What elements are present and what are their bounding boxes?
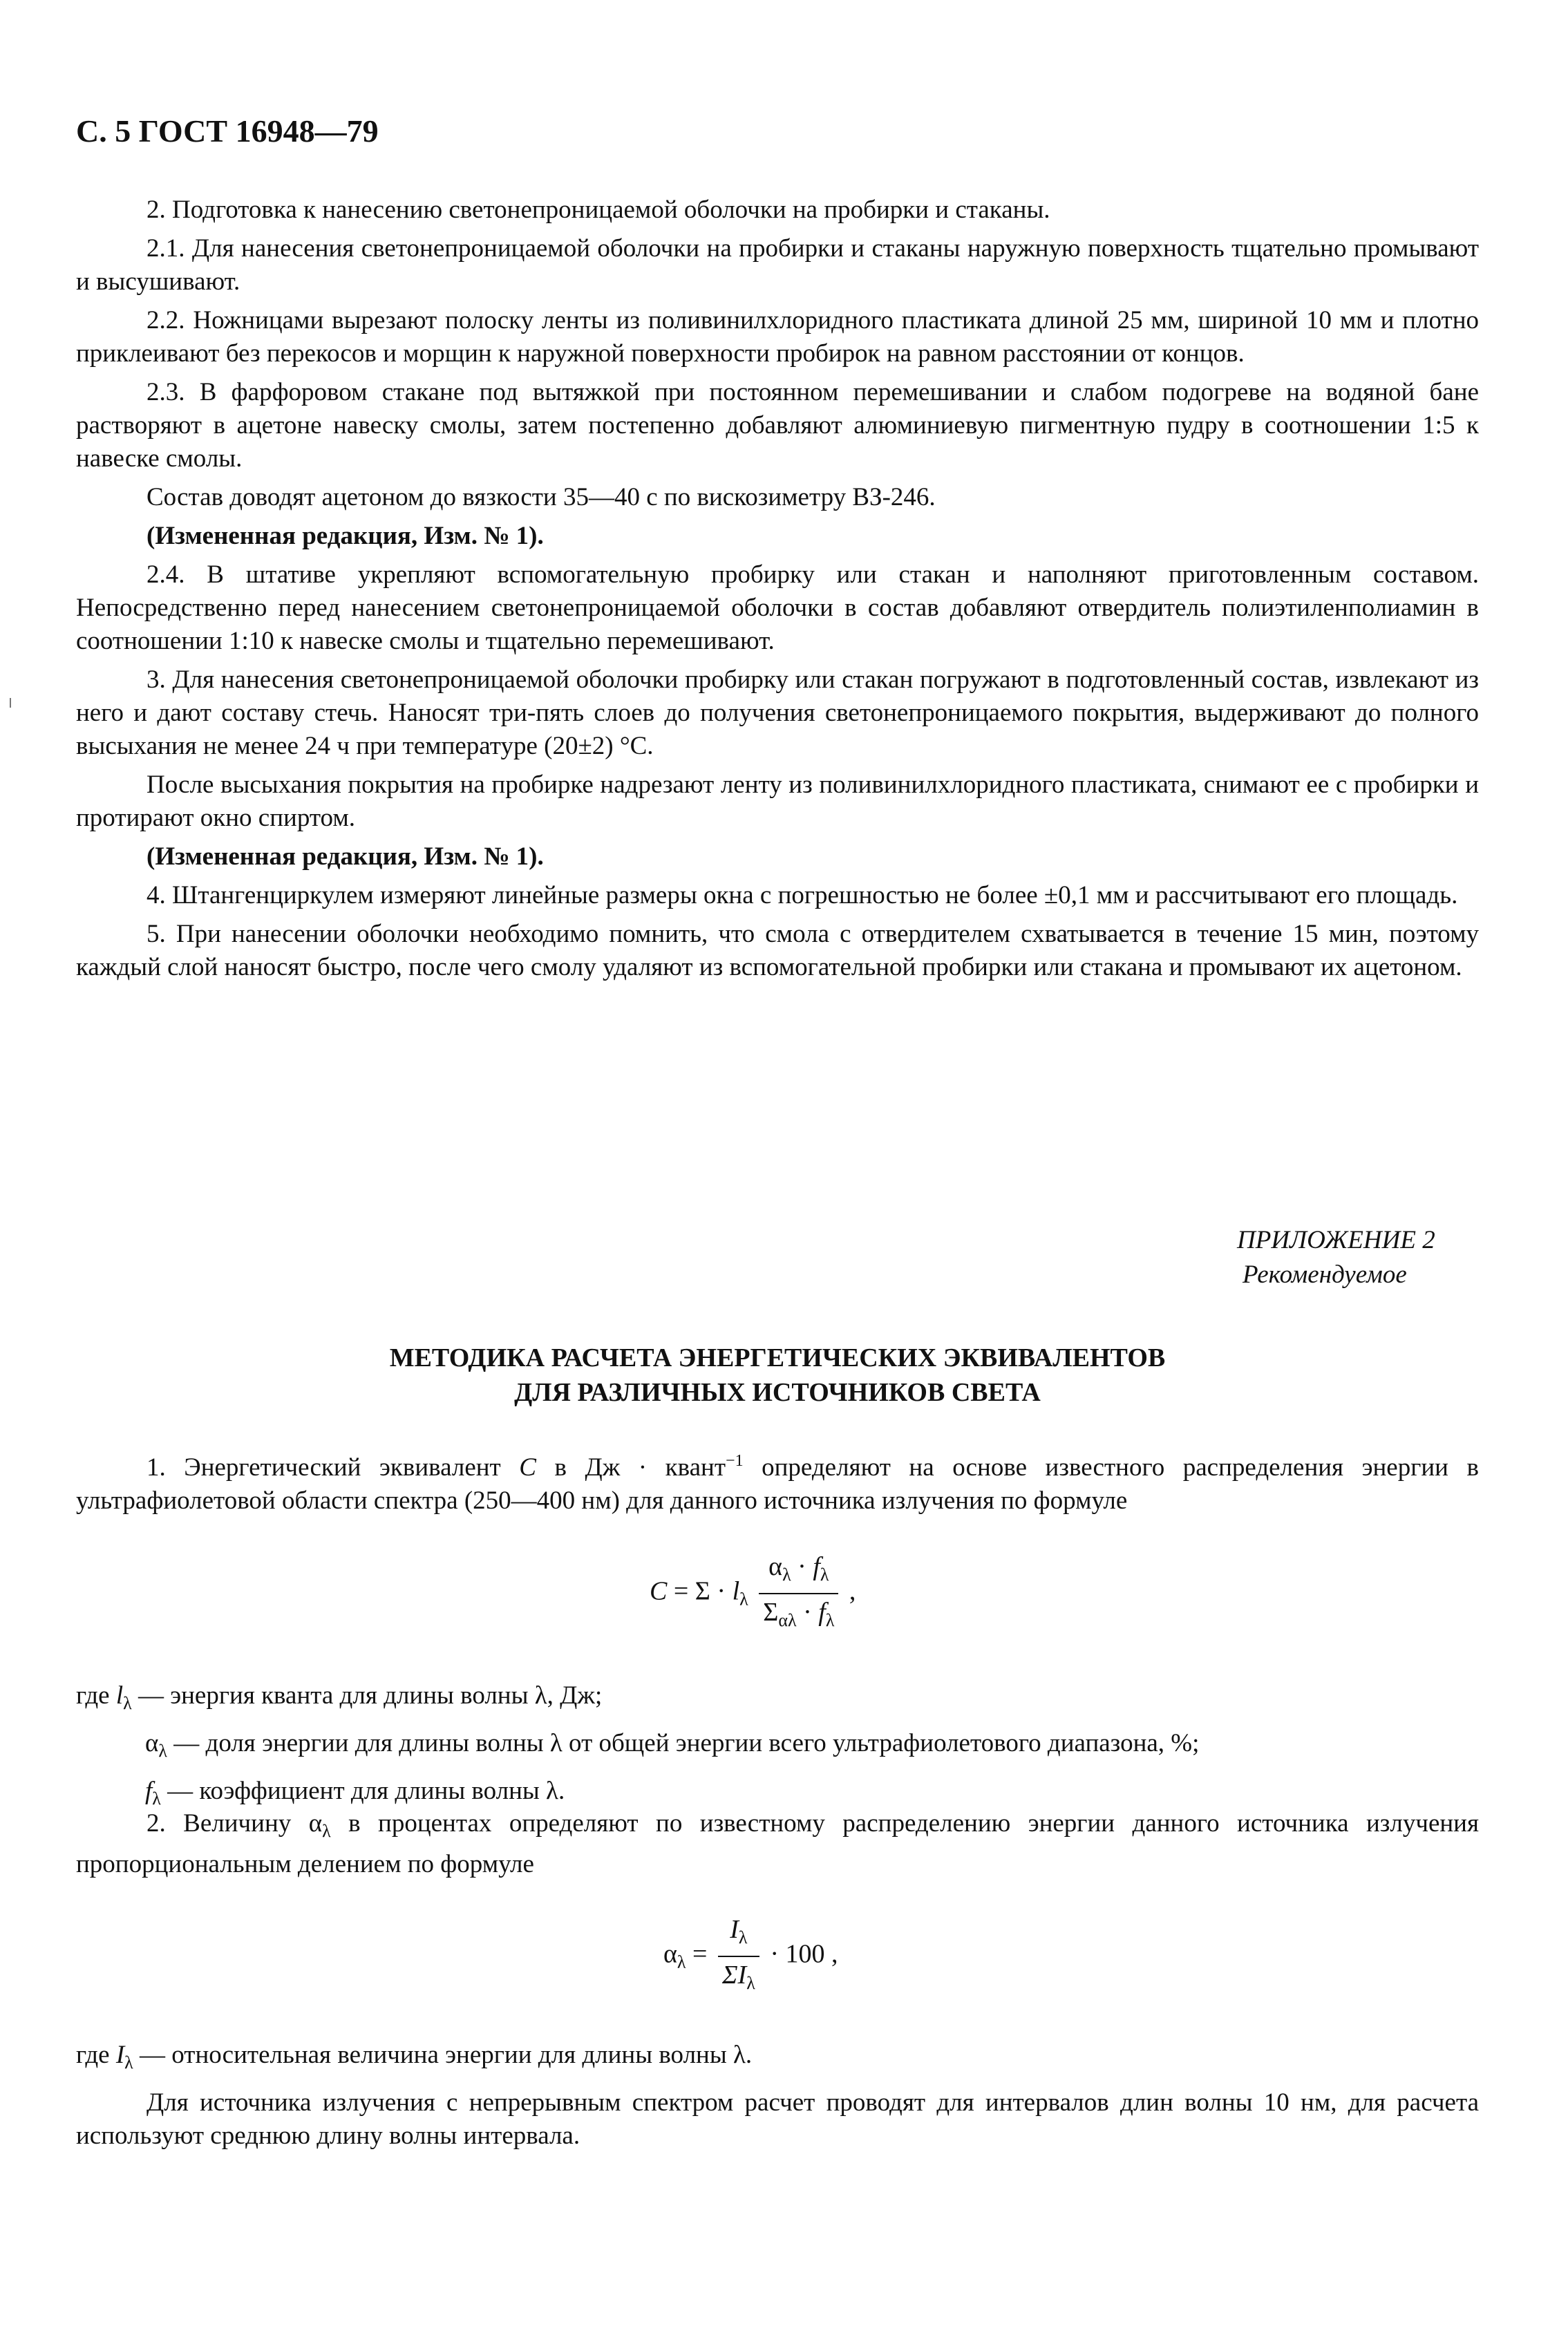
- paragraph: После высыхания покрытия на пробирке надрезают ленту из поливинилхлоридного пластиката, снимают ее с пробирки и протирают окно спиртом.: [76, 771, 1479, 832]
- paragraph: 3. Для нанесения светонепроницаемой оболочки пробирку или стакан погружают в подготовленный состав, извлекают из него и дают составу стечь. Наносят три-пять слоев до получения светонепроницаемого покрытия, выдерживают до полного высыхания не менее 24 ч при температуре (20±2) °С.: [76, 665, 1479, 760]
- formula-symbol: ΣI: [721, 1961, 747, 1990]
- formula-operator: = Σ ·: [673, 1576, 726, 1606]
- formula-subscript: λ: [820, 1565, 829, 1585]
- paragraph: Состав доводят ацетоном до вязкости 35—40 с по вискозиметру ВЗ-246.: [147, 483, 936, 511]
- formula-alpha: [663, 1914, 838, 1999]
- subscript: λ: [322, 1821, 331, 1841]
- formula-fraction: [759, 1551, 838, 1636]
- appendix-number: ПРИЛОЖЕНИЕ 2: [1237, 1226, 1435, 1254]
- formula-operator: ·: [797, 1552, 806, 1581]
- def-text: — относительная величина энергии для длины волны λ.: [140, 2041, 753, 2069]
- paragraph: 2.1. Для нанесения светонепроницаемой оболочки на пробирки и стаканы наружную поверхность тщательно промывают и высушивают.: [76, 234, 1479, 296]
- paragraph: 5. При нанесении оболочки необходимо помнить, что смола с отвердителем схватывается в течение 15 мин, поэтому каждый слой наносят быстро, после чего смолу удаляют из вспомогательной пробирки или стакана и промывают их ацетоном.: [76, 920, 1479, 981]
- section-method-p1: [76, 1444, 1479, 1523]
- symbol-alpha: α: [308, 1809, 323, 1838]
- paragraph: 2.2. Ножницами вырезают полоску ленты из поливинилхлоридного пластиката длиной 25 мм, шириной 10 мм и плотно приклеивают без перекосов и морщин к наружной поверхности пробирок на равном расстоянии от концов.: [76, 306, 1479, 368]
- section-method-p2: [76, 1807, 1479, 1887]
- fraction-denominator: [718, 1957, 759, 1999]
- title-line-1: МЕТОДИКА РАСЧЕТА ЭНЕРГЕТИЧЕСКИХ ЭКВИВАЛЕНТОВ: [389, 1343, 1166, 1372]
- formula-subscript: λ: [787, 1610, 797, 1630]
- def-text: — энергия кванта для длины волны λ, Дж;: [138, 1681, 603, 1710]
- paragraph: [76, 1807, 1479, 1881]
- section-preparation: [76, 193, 1479, 990]
- fraction-denominator: [759, 1594, 838, 1636]
- paragraph: Для источника излучения с непрерывным спектром расчет проводят для интервалов длин волны 10 нм, для расчета используют среднюю длину волны интервала.: [76, 2088, 1479, 2150]
- def-symbol: f: [145, 1777, 153, 1805]
- definitions-1: [76, 1679, 1479, 1822]
- formula-subscript: λ: [677, 1952, 686, 1972]
- formula-symbol: α: [663, 1939, 677, 1969]
- formula-energy-equivalent: [650, 1551, 856, 1636]
- formula-subscript: λ: [825, 1610, 835, 1630]
- text-span: определяют на основе известного распределения энергии в ультрафиолетовой области спектра (250—400 нм) для данного источника излучения по формуле: [76, 1453, 1479, 1515]
- definition-row: [76, 1679, 1479, 1720]
- text-span: 2. Величину: [147, 1809, 309, 1838]
- paragraph: 2. Подготовка к нанесению светонепроницаемой оболочки на пробирки и стаканы.: [147, 196, 1050, 224]
- formula-subscript: λ: [746, 1973, 755, 1993]
- formula-tail: · 100 ,: [770, 1939, 838, 1969]
- formula-symbol: f: [818, 1598, 826, 1627]
- formula-subscript: λ: [739, 1589, 748, 1609]
- fraction-numerator: [718, 1914, 759, 1957]
- formula-symbol: Σ: [763, 1598, 779, 1627]
- symbol-C: С: [519, 1453, 536, 1482]
- paragraph: 2.4. В штативе укрепляют вспомогательную пробирку или стакан и наполняют приготовленным составом. Непосредственно перед нанесением светонепроницаемой оболочки в состав добавляют отвердитель полиэтиленполиамин в соотношении 1:10 к навеске смолы и тщательно перемешивают.: [76, 560, 1479, 655]
- def-subscript: λ: [158, 1741, 167, 1761]
- def-subscript: λ: [123, 1693, 132, 1713]
- revision-note: (Измененная редакция, Изм. № 1).: [147, 842, 544, 871]
- section-method-p3: [76, 2039, 1479, 2158]
- formula-operator: ·: [803, 1598, 812, 1627]
- def-text: — доля энергии для длины волны λ от общей энергии всего ультрафиолетового диапазона, %;: [173, 1729, 1200, 1757]
- formula-punct: ,: [849, 1576, 856, 1606]
- def-symbol: l: [115, 1681, 124, 1710]
- appendix-status: Рекомендуемое: [1243, 1261, 1407, 1289]
- margin-mark: [10, 698, 11, 708]
- def-symbol: α: [145, 1729, 159, 1757]
- paragraph: [76, 1444, 1479, 1518]
- formula-symbol: α: [768, 1552, 783, 1581]
- appendix-label: [1237, 1223, 1486, 1292]
- fraction-numerator: [759, 1551, 838, 1594]
- definition-row: [76, 2039, 1479, 2079]
- revision-note: (Измененная редакция, Изм. № 1).: [147, 522, 544, 550]
- appendix-title: [76, 1341, 1479, 1410]
- def-symbol: I: [115, 2041, 125, 2069]
- text-span: 1. Энергетический эквивалент: [147, 1453, 520, 1482]
- formula-subscript: α: [778, 1610, 788, 1630]
- text-span: в процентах определяют по известному распределению энергии данного источника излучения пропорциональным делением по формуле: [76, 1809, 1479, 1878]
- formula-fraction: [718, 1914, 759, 1999]
- superscript: −1: [726, 1452, 744, 1470]
- formula-symbol: C: [650, 1576, 668, 1606]
- where-word: где: [76, 2041, 110, 2069]
- title-line-2: ДЛЯ РАЗЛИЧНЫХ ИСТОЧНИКОВ СВЕТА: [514, 1378, 1041, 1407]
- formula-subscript: λ: [738, 1927, 748, 1947]
- formula-operator: =: [692, 1939, 708, 1969]
- formula-subscript: λ: [782, 1565, 791, 1585]
- page-header: С. 5 ГОСТ 16948—79: [76, 113, 379, 149]
- def-subscript: λ: [124, 2052, 133, 2073]
- formula-symbol: I: [730, 1915, 739, 1944]
- def-text: — коэффициент для длины волны λ.: [167, 1777, 565, 1805]
- paragraph: 2.3. В фарфоровом стакане под вытяжкой при постоянном перемешивании и слабом подогреве на водяной бане растворяют в ацетоне навеску смолы, затем постепенно добавляют алюминиевую пигментную пудру в соотношении 1:5 к навеске смолы.: [76, 378, 1479, 473]
- where-word: где: [76, 1681, 110, 1710]
- paragraph: 4. Штангенциркулем измеряют линейные размеры окна с погрешностью не более ±0,1 мм и рассчитывают его площадь.: [147, 881, 1458, 909]
- formula-symbol: l: [732, 1576, 740, 1606]
- formula-symbol: f: [813, 1552, 820, 1581]
- text-span: в Дж · квант: [536, 1453, 726, 1482]
- def-subscript: λ: [152, 1788, 161, 1809]
- definition-row: [76, 1727, 1479, 1768]
